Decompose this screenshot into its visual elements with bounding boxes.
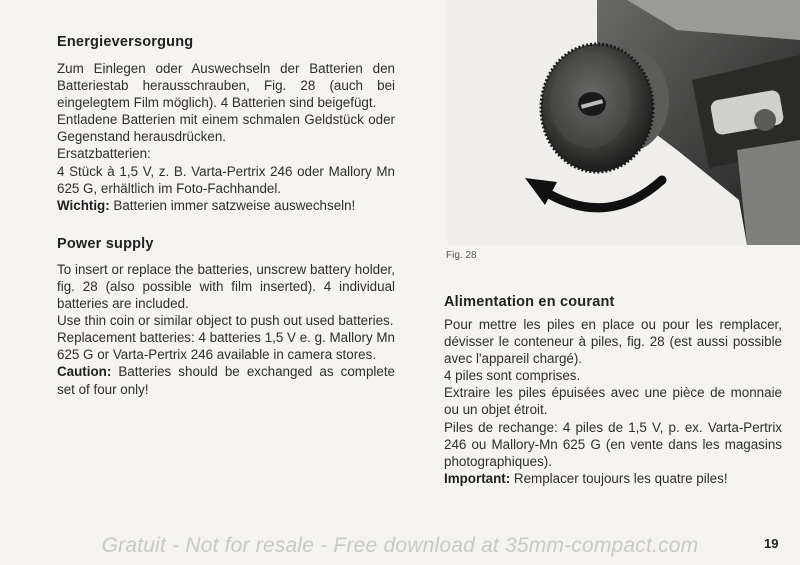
german-paragraph-3: Ersatzbatterien:: [57, 146, 151, 162]
german-paragraph-4: 4 Stück à 1,5 V, z. B. Varta-Pertrix 246 oder Mallory Mn 625 G, erhältlich im Foto-Fachhandel.: [57, 163, 395, 196]
english-section: [57, 236, 395, 398]
french-paragraph-1: Pour mettre les piles en place ou pour les remplacer, dévisser le conteneur à piles, fig. 28 (est aussi possible avec l'appareil chargé).: [444, 317, 782, 367]
german-section: [57, 34, 395, 214]
german-paragraph-1: Zum Einlegen oder Auswechseln der Batterien den Batteriestab herausschrauben, Fig. 28 (auch bei eingelegtem Film möglich). 4 Batterien sind beigefügt.: [57, 61, 395, 111]
english-paragraph-2: Use thin coin or similar object to push out used batteries.: [57, 313, 394, 329]
battery-holder-icon: [447, 0, 800, 245]
french-heading: Alimentation en courant: [444, 294, 615, 310]
page-number: 19: [764, 536, 779, 551]
french-note: [444, 470, 782, 487]
german-heading: Energieversorgung: [57, 34, 194, 50]
english-note-text: Batteries should be exchanged as complete set of four only!: [57, 364, 395, 397]
english-paragraph-1: To insert or replace the batteries, unscrew battery holder, fig. 28 (also possible with film inserted). 4 individual batteries are included.: [57, 261, 395, 312]
french-paragraph-2: 4 piles sont comprises.: [444, 368, 581, 384]
french-paragraph-3: Extraire les piles épuisées avec une pièce de monnaie ou un objet étroit.: [444, 385, 782, 418]
english-note: [57, 363, 395, 397]
french-note-label: Important:: [444, 470, 511, 486]
german-note-text: Batterien immer satzweise auswechseln!: [109, 197, 356, 213]
french-paragraph-4: Piles de rechange: 4 piles de 1,5 V, p. ex. Varta-Pertrix 246 ou Mallory-Mn 625 G (en vente dans les magasins photographiques).: [444, 419, 782, 469]
french-note-text: Remplacer toujours les quatre piles!: [510, 470, 728, 486]
english-heading: Power supply: [57, 235, 154, 252]
left-column: [57, 34, 395, 398]
watermark-text: Gratuit - Not for resale - Free download at 35mm-compact.com: [101, 534, 699, 557]
german-paragraph-2: Entladene Batterien mit einem schmalen Geldstück oder Gegenstand herausdrücken.: [57, 112, 395, 145]
figure-caption: Fig. 28: [446, 250, 477, 261]
battery-holder-photo: [447, 0, 800, 245]
german-note: [57, 197, 395, 214]
french-section: [444, 294, 782, 487]
english-paragraph-3: Replacement batteries: 4 batteries 1,5 V e. g. Mallory Mn 625 G or Varta-Pertrix 246 available in camera stores.: [57, 330, 395, 363]
german-note-label: Wichtig:: [57, 197, 110, 213]
english-note-label: Caution:: [57, 364, 112, 380]
